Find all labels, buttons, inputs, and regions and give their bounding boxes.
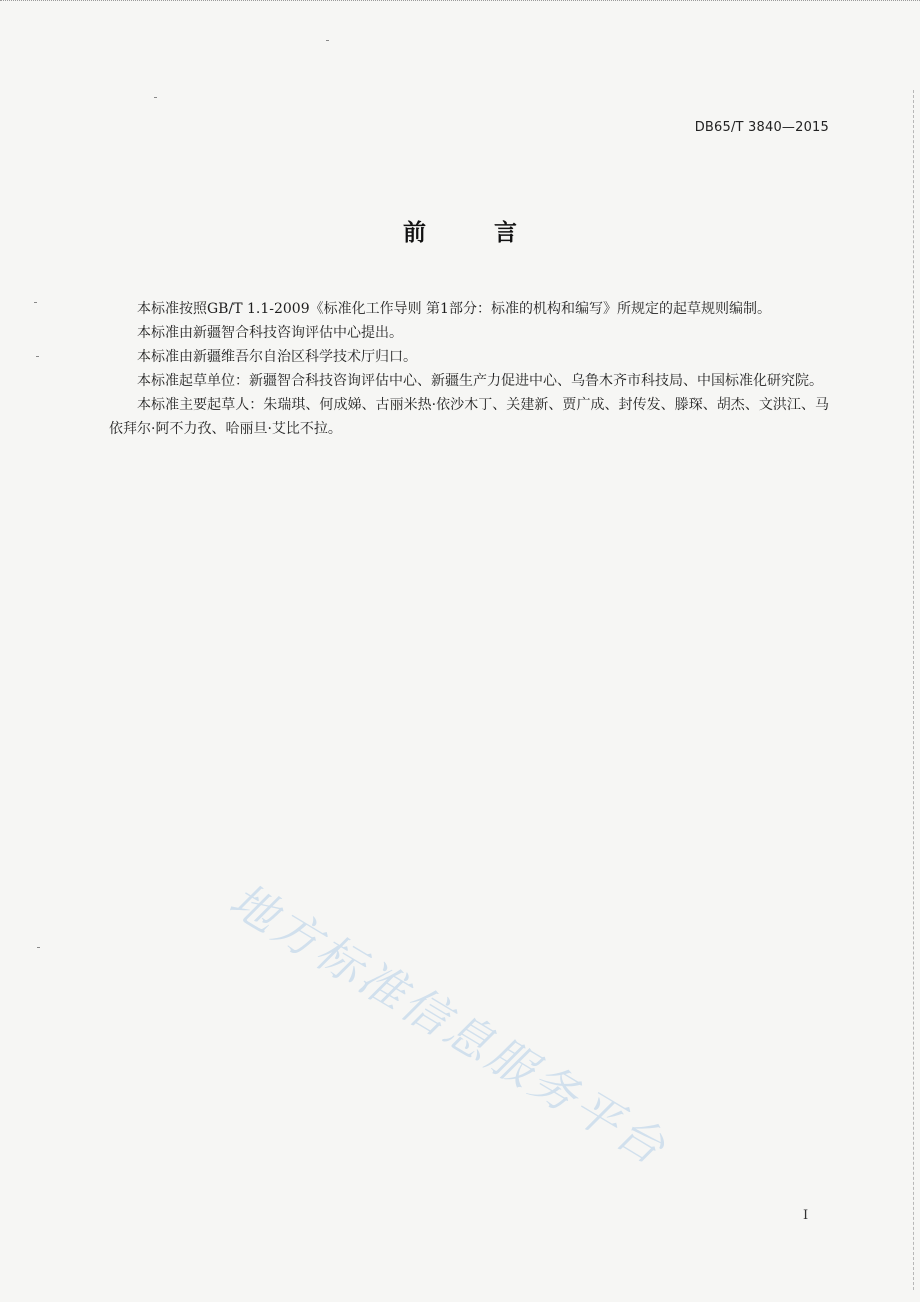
scan-speck [34, 302, 37, 303]
scan-speck [36, 356, 39, 357]
scan-speck [37, 947, 40, 948]
watermark: 地方标准信息服务平台 [220, 872, 677, 1177]
scan-speck [326, 40, 329, 41]
page-number: I [803, 1208, 809, 1223]
document-code: DB65/T 3840—2015 [694, 120, 829, 135]
paragraph-drafting-rules: 本标准按照GB/T 1.1-2009《标准化工作导则 第1部分：标准的机构和编写》所规定的起草规则编制。 [137, 301, 771, 317]
page-title: 前 言 [402, 220, 547, 246]
paragraph-drafting-units: 本标准起草单位：新疆智合科技咨询评估中心、新疆生产力促进中心、乌鲁木齐市科技局、中国标准化研究院。 [137, 373, 823, 389]
foreword-body [109, 297, 829, 441]
paragraph-proposer: 本标准由新疆智合科技咨询评估中心提出。 [137, 325, 403, 341]
paragraph-administrator: 本标准由新疆维吾尔自治区科学技术厅归口。 [137, 349, 417, 365]
paragraph-drafters: 本标准主要起草人：朱瑞琪、何成娣、古丽米热·依沙木丁、关建新、贾广成、封传发、滕琛、胡杰、文洪江、马依拜尔·阿不力孜、哈丽旦·艾比不拉。 [109, 397, 829, 437]
scan-speck [154, 97, 157, 98]
scan-right-edge [913, 90, 920, 1290]
scan-top-edge [0, 0, 920, 7]
